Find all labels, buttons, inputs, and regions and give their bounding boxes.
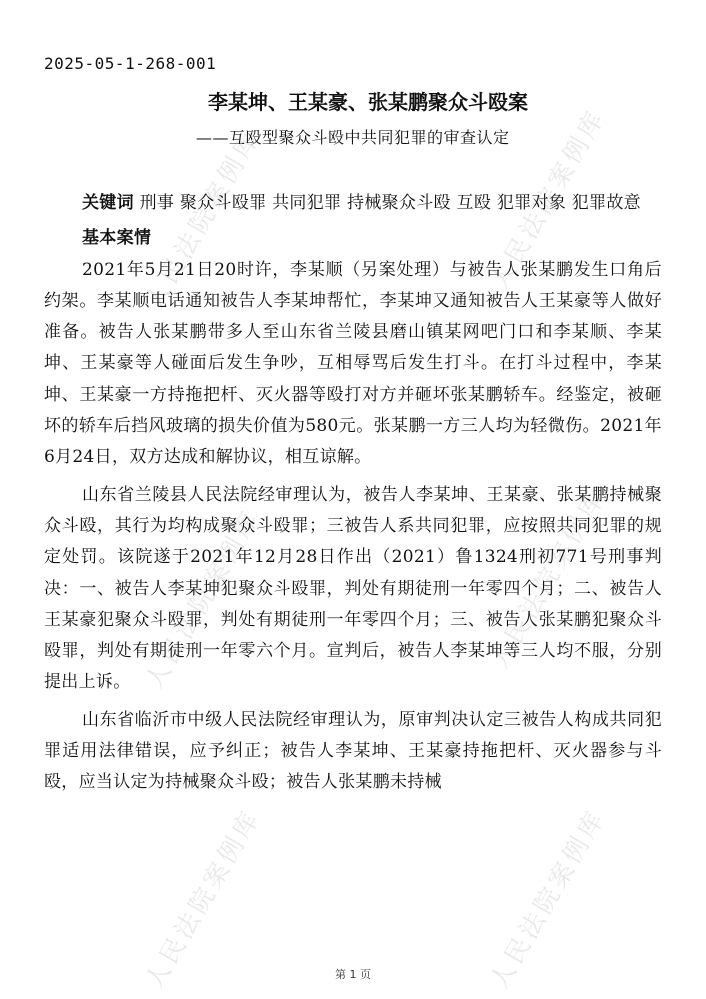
keywords-list: 刑事 聚众斗殴罪 共同犯罪 持械聚众斗殴 互殴 犯罪对象 犯罪故意: [139, 193, 641, 213]
watermark: 人民法院案例库: [139, 503, 267, 694]
paragraph: 山东省临沂市中级人民法院经审理认为，原审判决认定三被告人构成共同犯罪适用法律错误，应予纠正；被告人李某坤、王某豪持拖把杆、灭火器参与斗殴，应当认定为持械聚众斗殴；被告人张某鹏未持械: [44, 709, 662, 793]
watermark: 人民法院案例库: [139, 803, 267, 994]
watermark: 人民法院案例库: [484, 103, 612, 294]
paragraph: 山东省兰陵县人民法院经审理认为，被告人李某坤、王某豪、张某鹏持械聚众斗殴，其行为均构成聚众斗殴罪；三被告人系共同犯罪，应按照共同犯罪的规定处罚。该院遂于2021年12月28日作出（2021）鲁1324刑初771号刑事判决：一、被告人李某坤犯聚众斗殴罪，判处有期徒刑一年零四个月；二、被告人王某豪犯聚众斗殴罪，判处有期徒刑一年零四个月；三、被告人张某鹏犯聚众斗殴罪，判处有期徒刑一年零六个月。宣判后，被告人李某坤等三人均不服，分别提出上诉。: [44, 484, 662, 693]
keywords-block: [44, 188, 662, 219]
watermark: 人民法院案例库: [484, 483, 612, 674]
keywords-label: 关键词: [82, 193, 134, 213]
section-heading: 基本案情: [82, 228, 152, 249]
document-subtitle: ——互殴型聚众斗殴中共同犯罪的审查认定: [196, 128, 510, 147]
document-title: 李某坤、王某豪、张某鹏聚众斗殴案: [208, 90, 528, 114]
case-number: 2025-05-1-268-001: [44, 54, 217, 73]
watermark: 人民法院案例库: [484, 803, 612, 994]
page-number: 第 1 页: [335, 968, 371, 981]
paragraph: 2021年5月21日20时许，李某顺（另案处理）与被告人张某鹏发生口角后约架。李某顺电话通知被告人李某坤帮忙，李某坤又通知被告人王某豪等人做好准备。被告人张某鹏带多人至山东省兰陵县磨山镇某网吧门口和李某顺、李某坤、王某豪等人碰面后发生争吵，互相辱骂后发生打斗。在打斗过程中，李某坤、王某豪一方持拖把杆、灭火器等殴打对方并砸坏张某鹏轿车。经鉴定，被砸坏的轿车后挡风玻璃的损失价值为580元。张某鹏一方三人均为轻微伤。2021年6月24日，双方达成和解协议，相互谅解。: [44, 259, 662, 468]
document-body: [44, 188, 662, 799]
watermark: 人民法院案例库: [139, 123, 267, 314]
